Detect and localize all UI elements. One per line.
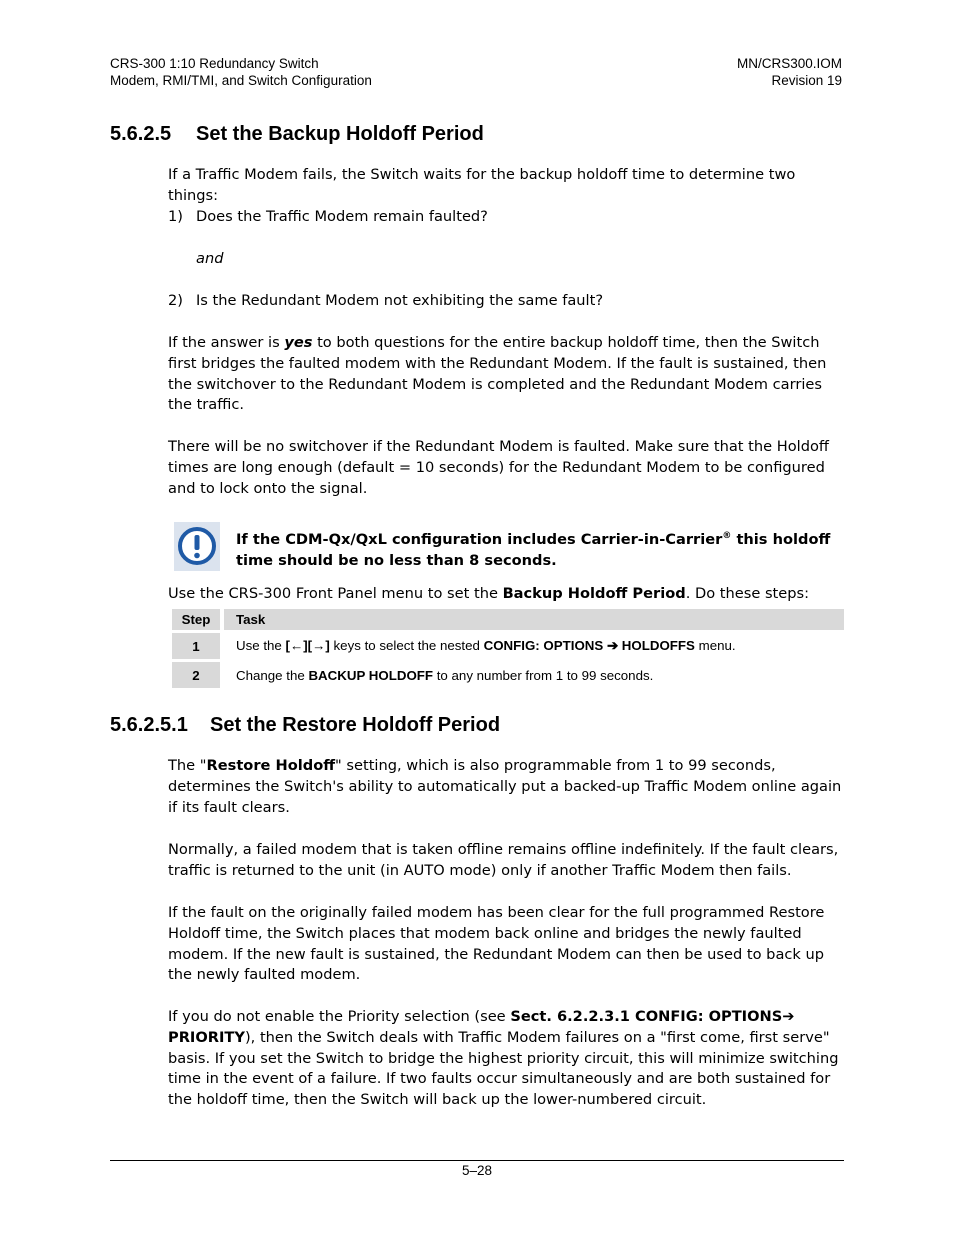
section-heading (110, 123, 484, 146)
use-text-b: . Do these steps: (685, 585, 810, 602)
priority-paragraph: If you do not enable the Priority selection (see Sect. 6.2.2.3.1 CONFIG: OPTIONS➔ PRIORITY), then the Switch deals with Traffic Modem failures on a "first come, first serve" basis. If you set the Switch to bridge the highest priority circuit, this will minimize switching time in the event of a failure. If two faults occur simultaneously and are both sustained for the holdoff time, then the Switch will back up the lower-numbered circuit. (168, 1008, 839, 1109)
question-2 (168, 291, 603, 312)
restore-holdoff-term: Restore Holdoff (206, 757, 336, 774)
subsection-title: Set the Restore Holdoff Period (210, 714, 501, 736)
page-number: 5–28 (461, 1163, 493, 1178)
section-title: Set the Backup Holdoff Period (196, 123, 484, 145)
use-text-bold: Backup Holdoff Period (502, 585, 686, 602)
step-task: Use the [←][→] keys to select the nested CONFIG: OPTIONS ➔ HOLDOFFS menu. (224, 630, 844, 659)
registered-mark: ® (722, 531, 732, 541)
steps-table (172, 609, 844, 688)
column-header-step: Step (172, 609, 220, 630)
answer-text-a: If the answer is (168, 334, 285, 351)
use-text-a: Use the CRS-300 Front Panel menu to set the (168, 585, 503, 602)
offline-paragraph: Normally, a failed modem that is taken offline remains offline indefinitely. If the fault clears, traffic is returned to the unit (in AUTO mode) only if another Traffic Modem then fails. (168, 841, 839, 879)
step-number: 2 (172, 659, 220, 688)
subsection-heading (110, 714, 500, 737)
restore-holdoff-paragraph: The "Restore Holdoff" setting, which is also programmable from 1 to 99 seconds, determines the Switch's ability to automatically put a backed-up Traffic Modem online again if its fault clears. (168, 757, 842, 816)
subsection-number: 5.6.2.5.1 (110, 714, 188, 736)
question-2-text: Is the Redundant Modem not exhibiting the same fault? (196, 292, 604, 309)
restore-time-paragraph: If the fault on the originally failed modem has been clear for the full programmed Restore Holdoff time, the Switch places that modem back online and bridges the newly faulted modem. If the new fault is sustained, the Redundant Modem can then be used to back up the newly faulted modem. (168, 904, 825, 984)
table-row (172, 630, 844, 659)
no-switchover-paragraph: There will be no switchover if the Redundant Modem is faulted. Make sure that the Holdoff times are long enough (default = 10 seconds) for the Redundant Modem to be configured and to lock onto the signal. (168, 438, 829, 497)
header-product: CRS-300 1:10 Redundancy Switch (110, 56, 319, 71)
table-row (172, 659, 844, 688)
step-task: Change the BACKUP HOLDOFF to any number from 1 to 99 seconds. (224, 659, 844, 688)
question-1-number: 1) (168, 208, 183, 225)
header-revision: Revision 19 (771, 72, 842, 88)
intro-paragraph: If a Traffic Modem fails, the Switch waits for the backup holdoff time to determine two things: (168, 166, 796, 204)
running-header-right (737, 56, 842, 89)
important-note (174, 522, 846, 572)
question-2-number: 2) (168, 292, 183, 309)
note-text-b: this holdoff time should be no less than 8 seconds. (236, 530, 831, 569)
and-connector: and (196, 250, 224, 267)
question-1 (168, 207, 488, 228)
answer-text-b: to both questions for the entire backup holdoff time, then the Switch first bridges the faulted modem with the Redundant Modem. If the fault is sustained, then the switchover to the Redundant Modem is completed and the Redundant Modem carries the traffic. (168, 334, 827, 414)
section-number: 5.6.2.5 (110, 123, 172, 145)
note-text (236, 526, 848, 571)
steps-table-header (172, 609, 844, 630)
step-number: 1 (172, 630, 220, 659)
answer-paragraph (168, 333, 846, 416)
header-chapter: Modem, RMI/TMI, and Switch Configuration (110, 72, 372, 88)
answer-yes: yes (284, 334, 313, 351)
header-doc-id: MN/CRS300.IOM (736, 56, 842, 71)
exclamation-circle-icon (174, 522, 220, 571)
footer-rule (110, 1160, 844, 1161)
column-header-task: Task (224, 609, 844, 630)
note-text-a: If the CDM-Qx/QxL configuration includes Carrier-in-Carrier (236, 530, 723, 548)
section-reference: Sect. 6.2.2.3.1 CONFIG: OPTIONS➔ PRIORITY (168, 1008, 795, 1046)
use-menu-paragraph (168, 584, 846, 605)
running-header-left (110, 56, 372, 89)
question-1-text: Does the Traffic Modem remain faulted? (196, 208, 488, 225)
